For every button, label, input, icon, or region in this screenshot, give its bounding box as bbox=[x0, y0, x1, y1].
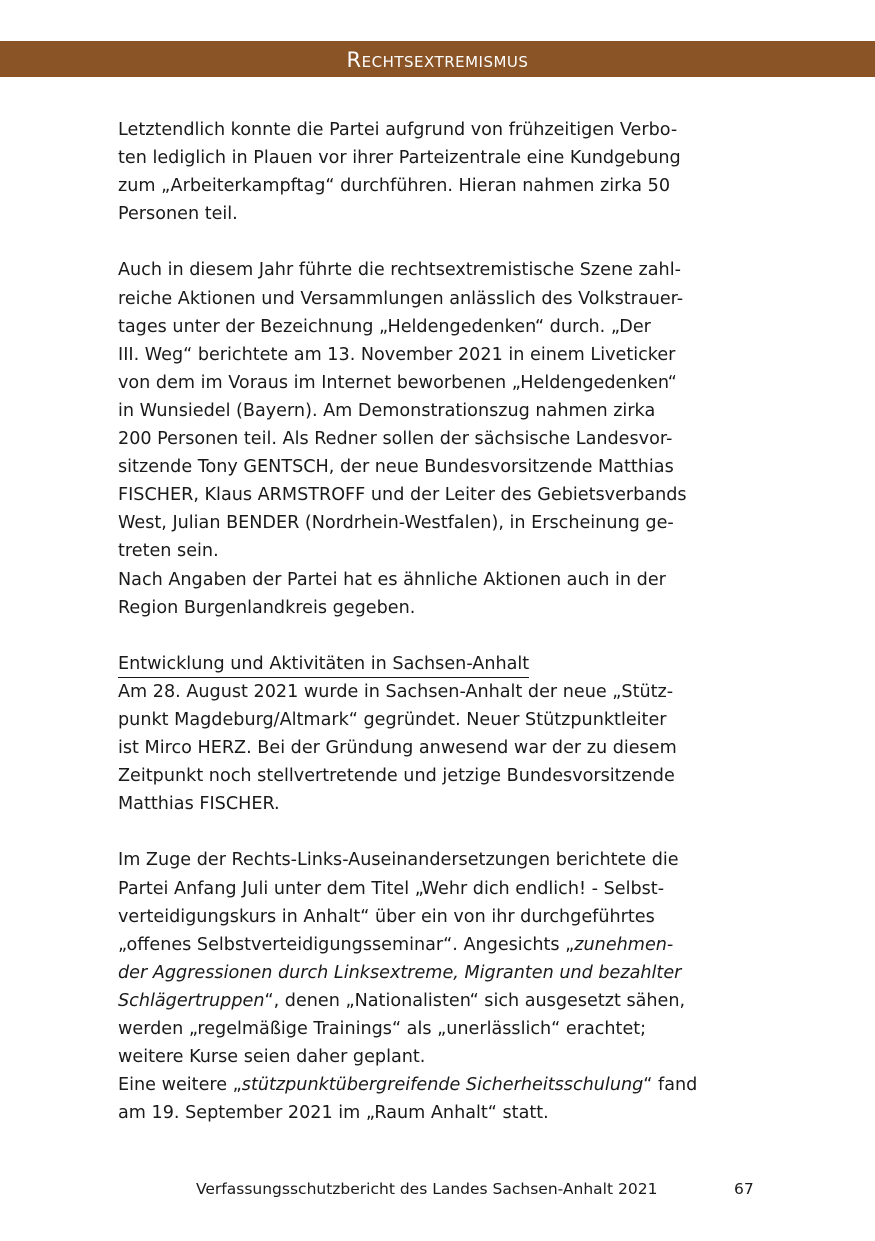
text-line: reiche Aktionen und Versammlungen anlässlich des Volkstrauer- bbox=[118, 288, 684, 309]
text-run: “ fand bbox=[643, 1075, 698, 1096]
text-line: Region Burgenlandkreis gegeben. bbox=[118, 597, 416, 618]
text-line bbox=[118, 931, 758, 959]
paragraph-3 bbox=[118, 566, 758, 622]
page-section-title: Rechtsextremismus bbox=[346, 48, 529, 72]
text-line: weitere Kurse seien daher geplant. bbox=[118, 1047, 426, 1068]
text-line bbox=[118, 959, 758, 987]
text-run: “, denen „Nationalisten“ sich ausgesetzt sähen, bbox=[264, 990, 686, 1011]
text-line: III. Weg“ berichtete am 13. November 2021 in einem Liveticker bbox=[118, 344, 676, 365]
text-line: Auch in diesem Jahr führte die rechtsextremistische Szene zahl- bbox=[118, 260, 681, 281]
text-line: Nach Angaben der Partei hat es ähnliche Aktionen auch in der bbox=[118, 569, 666, 590]
text-line bbox=[118, 1071, 758, 1099]
text-line: ist Mirco HERZ. Bei der Gründung anwesend war der zu diesem bbox=[118, 738, 677, 759]
paragraph-gap bbox=[118, 228, 758, 256]
page-number: 67 bbox=[734, 1180, 754, 1198]
text-line: 200 Personen teil. Als Redner sollen der sächsische Landesvor- bbox=[118, 429, 673, 450]
text-line: zum „Arbeiterkampftag“ durchführen. Hieran nahmen zirka 50 bbox=[118, 176, 671, 197]
quoted-text: der Aggressionen durch Linksextreme, Migranten und bezahlter bbox=[118, 962, 682, 983]
text-run: „offenes Selbstverteidigungsseminar“. Angesichts „ bbox=[118, 934, 575, 955]
text-line: verteidigungskurs in Anhalt“ über ein von ihr durchgeführtes bbox=[118, 906, 655, 927]
text-line: Zeitpunkt noch stellvertretende und jetzige Bundesvorsitzende bbox=[118, 766, 675, 787]
text-line: Personen teil. bbox=[118, 204, 238, 225]
text-line: Am 28. August 2021 wurde in Sachsen-Anhalt der neue „Stütz- bbox=[118, 681, 674, 702]
quoted-text: Schlägertruppen bbox=[118, 990, 265, 1011]
text-line: werden „regelmäßige Trainings“ als „unerlässlich“ erachtet; bbox=[118, 1019, 647, 1039]
paragraph-gap bbox=[118, 818, 758, 846]
text-line: Letztendlich konnte die Partei aufgrund von frühzeitigen Verbo- bbox=[118, 120, 678, 140]
text-line: treten sein. bbox=[118, 541, 219, 562]
text-line: in Wunsiedel (Bayern). Am Demonstrationszug nahmen zirka bbox=[118, 400, 656, 421]
paragraph-2 bbox=[118, 256, 758, 565]
text-line: FISCHER, Klaus ARMSTROFF und der Leiter des Gebietsverbands bbox=[118, 485, 687, 506]
text-line: Im Zuge der Rechts-Links-Auseinandersetzungen berichtete die bbox=[118, 850, 679, 871]
quoted-text: stützpunktübergreifende Sicherheitsschulung bbox=[241, 1075, 644, 1096]
paragraph-6 bbox=[118, 1071, 758, 1127]
text-line: am 19. September 2021 im „Raum Anhalt“ statt. bbox=[118, 1103, 549, 1124]
text-line: von dem im Voraus im Internet beworbenen „Heldengedenken“ bbox=[118, 372, 677, 393]
page-content bbox=[118, 116, 758, 1127]
paragraph-1 bbox=[118, 116, 758, 228]
section-heading: Entwicklung und Aktivitäten in Sachsen-Anhalt bbox=[118, 651, 529, 678]
text-line: Partei Anfang Juli unter dem Titel „Wehr dich endlich! - Selbst- bbox=[118, 878, 665, 899]
text-line: West, Julian BENDER (Nordrhein-Westfalen), in Erscheinung ge- bbox=[118, 513, 674, 534]
text-line bbox=[118, 987, 758, 1015]
paragraph-5 bbox=[118, 846, 758, 1071]
text-line: sitzende Tony GENTSCH, der neue Bundesvorsitzende Matthias bbox=[118, 457, 674, 478]
paragraph-gap bbox=[118, 622, 758, 650]
header-bar bbox=[0, 41, 875, 77]
quoted-text: zunehmen- bbox=[574, 934, 674, 955]
text-line: punkt Magdeburg/Altmark“ gegründet. Neuer Stützpunktleiter bbox=[118, 709, 667, 730]
text-line: tages unter der Bezeichnung „Heldengedenken“ durch. „Der bbox=[118, 316, 651, 337]
text-line: Matthias FISCHER. bbox=[118, 794, 280, 815]
footer-publication-title: Verfassungsschutzbericht des Landes Sachsen-Anhalt 2021 bbox=[196, 1180, 658, 1198]
paragraph-4 bbox=[118, 678, 758, 818]
text-line: ten lediglich in Plauen vor ihrer Parteizentrale eine Kundgebung bbox=[118, 148, 681, 169]
text-run: Eine weitere „ bbox=[118, 1075, 242, 1096]
